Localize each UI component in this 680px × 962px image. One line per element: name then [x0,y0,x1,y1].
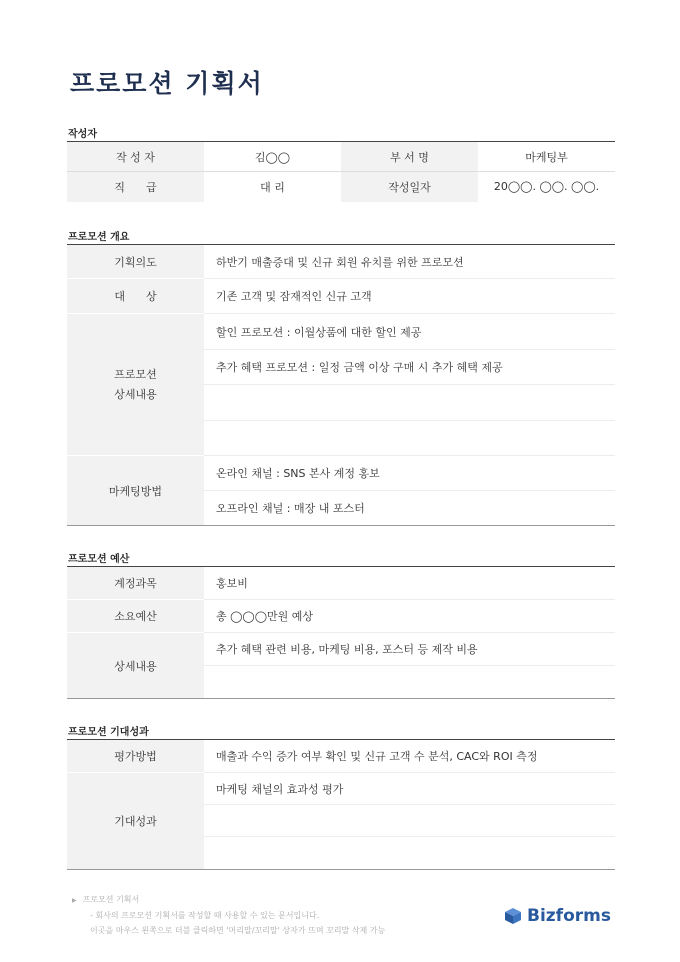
detail-line: 할인 프로모션 : 이월상품에 대한 할인 제공 [204,314,615,350]
department-label: 부 서 명 [341,142,478,172]
budget-detail-value: 추가 혜택 관련 비용, 마케팅 비용, 포스터 등 제작 비용 [204,633,615,666]
budget-detail-empty [204,666,615,699]
table-row [67,456,615,491]
target-label: 대 상 [67,279,204,314]
table-row [67,142,615,172]
table-row [67,773,615,805]
table-row [67,172,615,202]
method-label: 평가방법 [67,740,204,773]
purpose-label: 기획의도 [67,245,204,279]
position-label: 직 급 [67,172,204,202]
position-value: 대 리 [204,172,341,202]
account-value: 홍보비 [204,567,615,600]
detail-line: 추가 혜택 프로모션 : 일정 금액 이상 구매 시 추가 혜택 제공 [204,350,615,385]
marketing-line: 오프라인 채널 : 매장 내 포스터 [216,502,365,515]
footer-line3: 이곳을 마우스 왼쪽으로 더블 클릭하면 '머리말/꼬리말' 상자가 뜨며 꼬리말 삭제 가능 [90,926,386,935]
account-label: 계정과목 [67,567,204,600]
overview-table [67,244,615,526]
outcome-table [67,739,615,870]
result-value: 마케팅 채널의 효과성 평가 [204,773,615,805]
footer-line2: - 회사의 프로모션 기획서를 작성할 때 사용할 수 있는 문서입니다. [90,911,320,920]
bizforms-logo-icon [503,906,523,926]
table-row [67,279,615,314]
detail-line-empty [204,421,615,456]
table-row [67,314,615,350]
department-value: 마케팅부 [525,150,568,164]
detail-line-empty [204,385,615,421]
budget-section-label: 프로모션 예산 [68,554,130,565]
purpose-value: 하반기 매출증대 및 신규 회원 유치를 위한 프로모션 [204,245,615,279]
result-empty [204,805,615,837]
budget-detail-label: 상세내용 [67,633,204,699]
budget-table [67,566,615,699]
overview-section-label: 프로모션 개요 [68,232,130,243]
footer-note[interactable] [72,892,385,938]
table-row [67,633,615,666]
marketing-line: 온라인 채널 : SNS 본사 계정 홍보 [204,456,615,491]
promotion-detail-label-line2: 상세내용 [114,387,157,401]
method-value: 매출과 수익 증가 여부 확인 및 신규 고객 수 분석, CAC와 ROI 측정 [204,740,615,773]
author-table [67,141,615,202]
footer-line1: 프로모션 기획서 [82,895,140,904]
table-row [67,567,615,600]
result-empty [204,837,615,870]
date-value: 20◯◯. ◯◯. ◯◯. [478,172,615,202]
table-row [67,600,615,633]
bizforms-logo-text: Bizforms [527,906,611,926]
target-value: 기존 고객 및 잠재적인 신규 고객 [204,279,615,314]
bullet-icon: ▶ [72,897,77,904]
date-label: 작성일자 [341,172,478,202]
author-section-label: 작성자 [68,129,97,140]
author-label: 작 성 자 [67,142,204,172]
promotion-detail-label [67,314,204,456]
outcome-section-label: 프로모션 기대성과 [68,727,149,738]
result-label: 기대성과 [67,773,204,870]
amount-label: 소요예산 [67,600,204,633]
table-row [67,740,615,773]
table-row [67,245,615,279]
promotion-detail-label-line1: 프로모션 [114,367,157,381]
author-value: 김◯◯ [254,150,291,164]
bizforms-logo[interactable] [503,906,611,926]
amount-value: 총 ◯◯◯만원 예상 [204,600,615,633]
marketing-label: 마케팅방법 [67,456,204,526]
page-title: 프로모션 기획서 [70,69,264,98]
